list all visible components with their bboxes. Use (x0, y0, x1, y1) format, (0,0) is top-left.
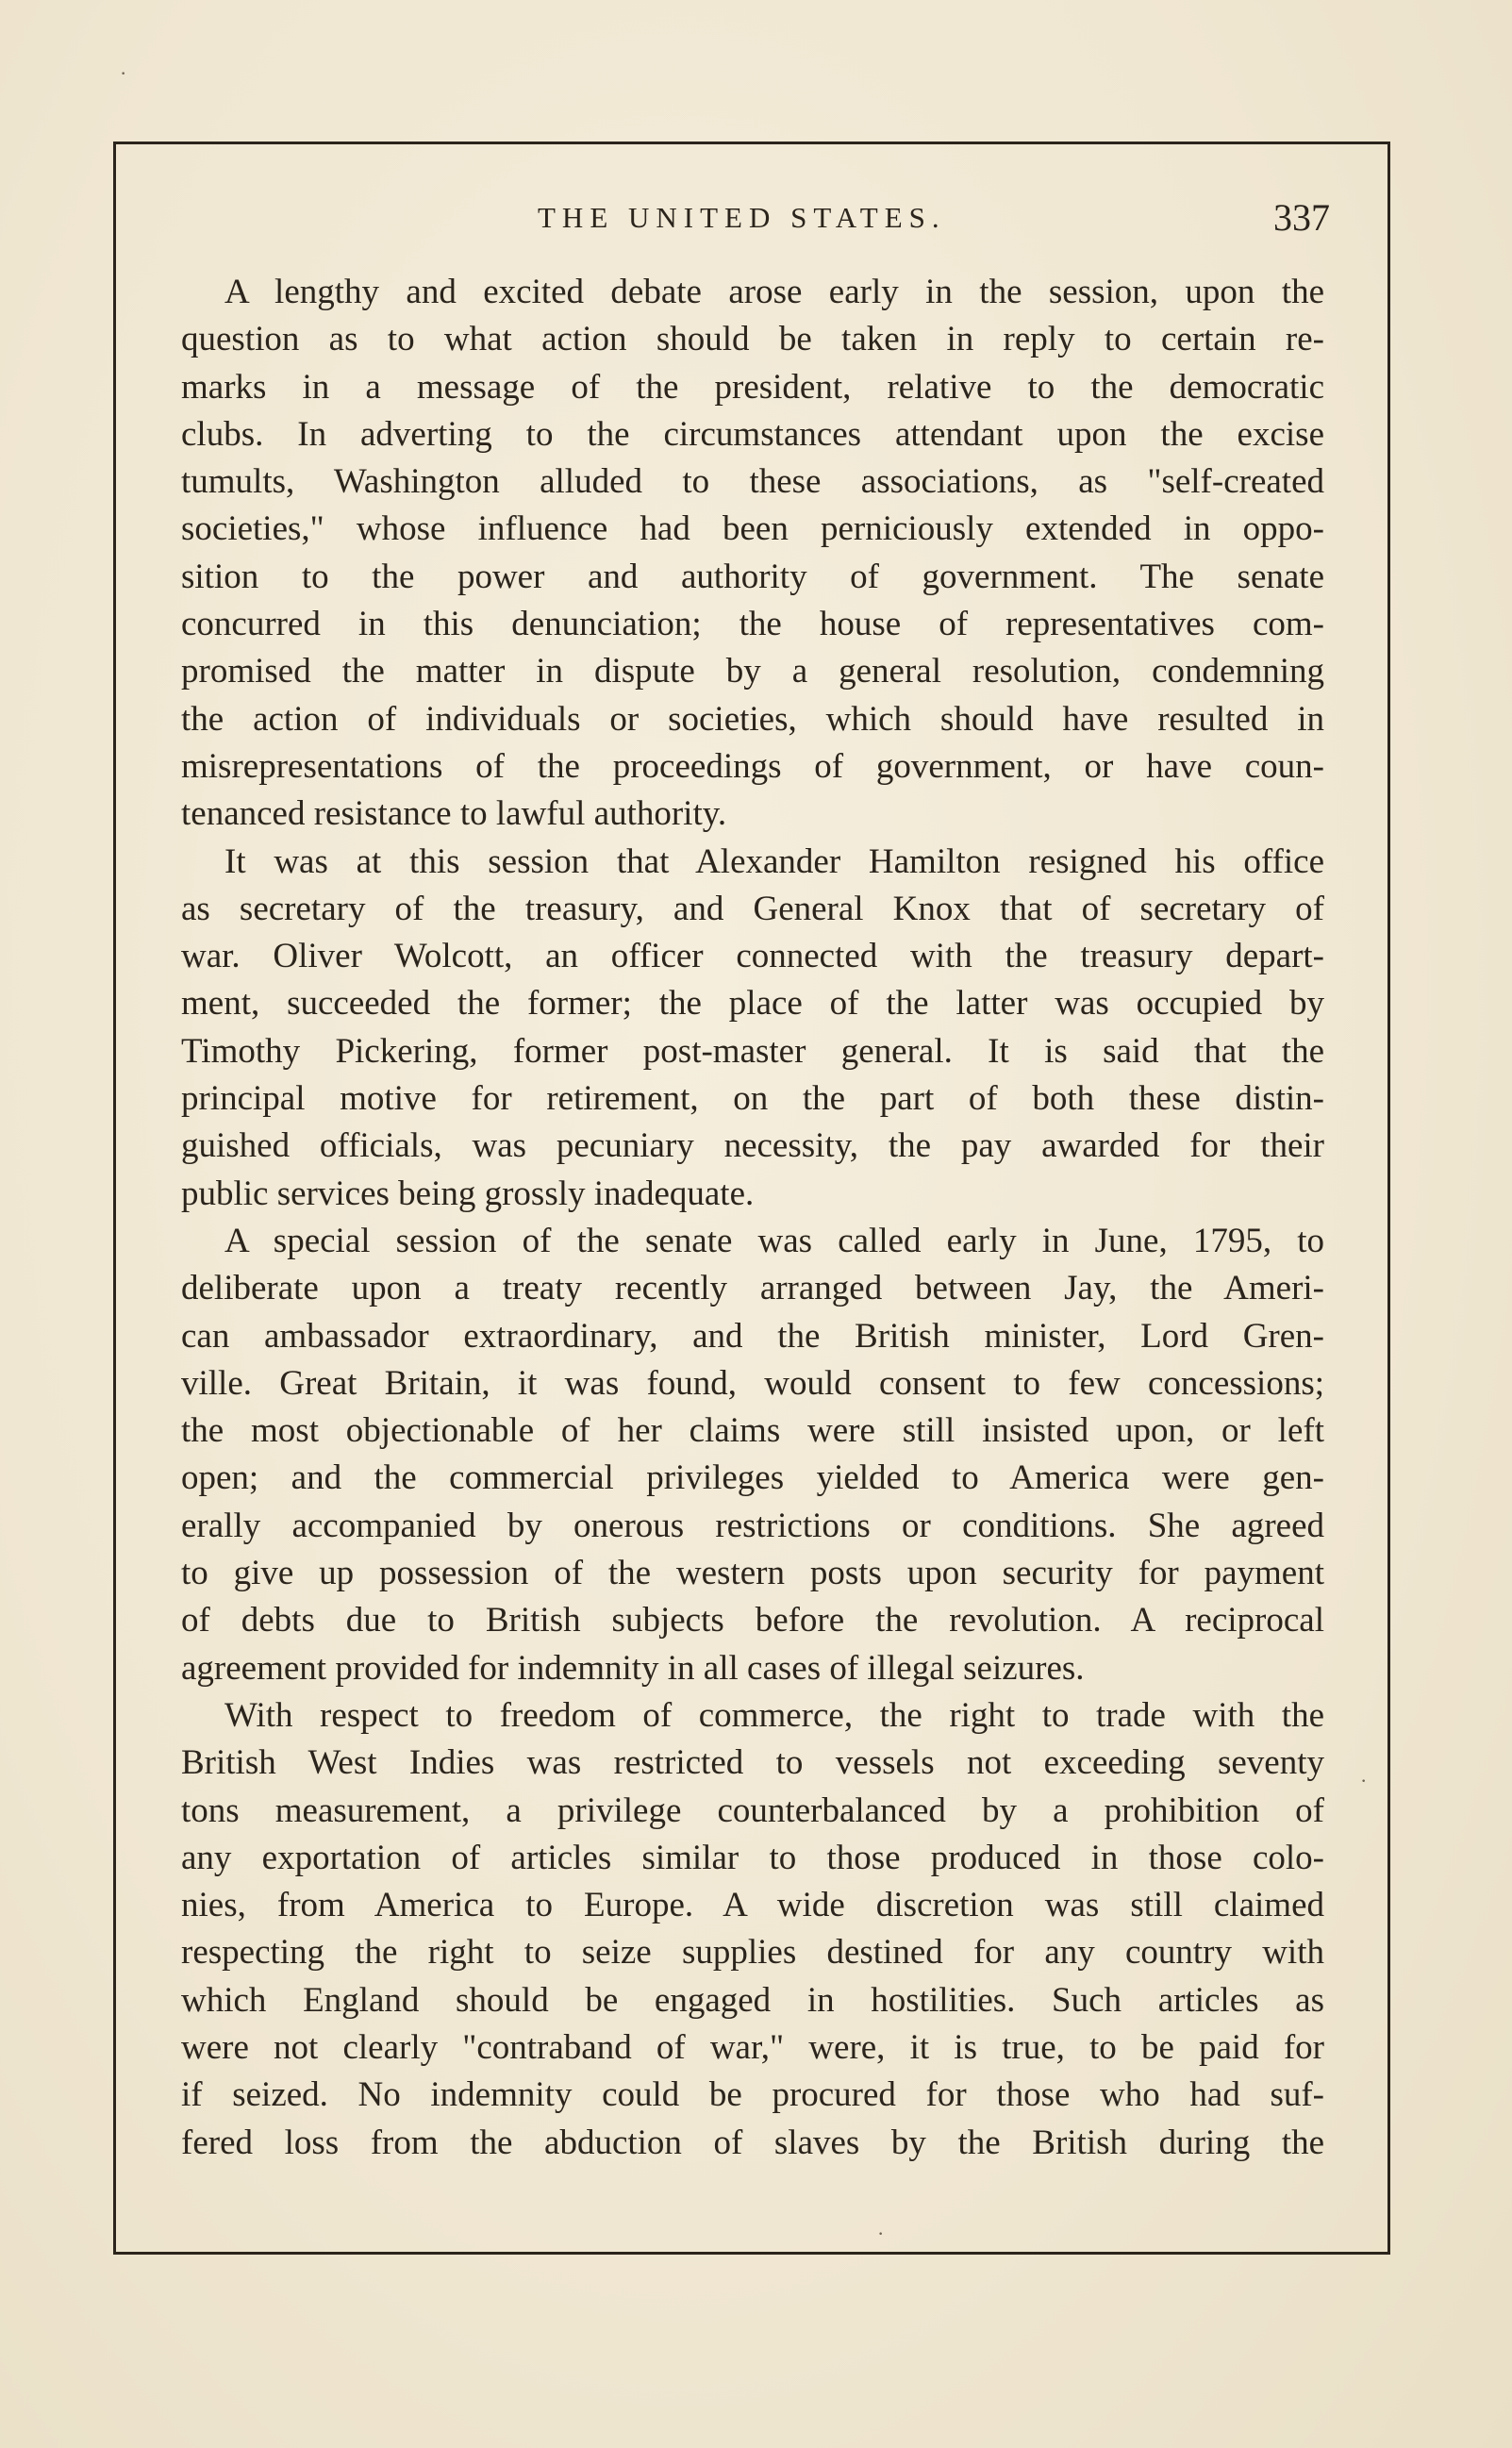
text-line: With respect to freedom of commerce, the right to trade with the (224, 1695, 1324, 1735)
text-line: tenanced resistance to lawful authority. (181, 794, 727, 834)
text-line: fered loss from the abduction of slaves by the British during the (181, 2123, 1324, 2162)
text-line: were not clearly "contraband of war," were, it is true, to be paid for (181, 2027, 1324, 2067)
text-line: British West Indies was restricted to vessels not exceeding seventy (181, 1743, 1324, 1783)
text-line: if seized. No indemnity could be procured for those who had suf- (181, 2075, 1324, 2115)
text-line: concurred in this denunciation; the house of representatives com- (181, 605, 1324, 644)
text-line: promised the matter in dispute by a general resolution, condemning (181, 652, 1324, 691)
text-line: ville. Great Britain, it was found, would consent to few concessions; (181, 1363, 1324, 1403)
text-line: Timothy Pickering, former post-master general. It is said that the (181, 1031, 1324, 1071)
text-line: can ambassador extraordinary, and the British minister, Lord Gren- (181, 1316, 1324, 1356)
text-line: respecting the right to seize supplies destined for any country with (181, 1933, 1324, 1973)
text-line: A special session of the senate was called early in June, 1795, to (224, 1221, 1324, 1260)
text-line: war. Oliver Wolcott, an officer connected with the treasury depart- (181, 937, 1324, 976)
text-line: deliberate upon a treaty recently arranged between Jay, the Ameri- (181, 1269, 1324, 1308)
text-line: as secretary of the treasury, and General Knox that of secretary of (181, 889, 1324, 928)
text-line: principal motive for retirement, on the part of both these distin- (181, 1079, 1324, 1119)
text-line: clubs. In adverting to the circumstances attendant upon the excise (181, 414, 1324, 454)
text-line: public services being grossly inadequate. (181, 1174, 755, 1213)
page-number: 337 (1273, 196, 1330, 239)
body-text (181, 269, 1324, 2167)
running-head-title: THE UNITED STATES. (538, 201, 946, 234)
text-line: agreement provided for indemnity in all cases of illegal seizures. (181, 1648, 1085, 1688)
text-line: of debts due to British subjects before the revolution. A reciprocal (181, 1601, 1324, 1640)
text-line: sition to the power and authority of government. The senate (181, 557, 1324, 596)
text-line: question as to what action should be taken in reply to certain re- (181, 320, 1324, 359)
text-line: It was at this session that Alexander Hamilton resigned his office (224, 841, 1324, 881)
text-line: tons measurement, a privilege counterbalanced by a prohibition of (181, 1790, 1324, 1830)
text-line: societies," whose influence had been perniciously extended in oppo- (181, 509, 1324, 549)
text-line: which England should be engaged in hostilities. Such articles as (181, 1980, 1324, 2020)
ink-speck: · (120, 61, 127, 85)
text-line: guished officials, was pecuniary necessity, the pay awarded for their (181, 1126, 1324, 1166)
text-line: to give up possession of the western posts upon security for payment (181, 1554, 1324, 1593)
ink-speck: · (1360, 1769, 1368, 1792)
text-line: marks in a message of the president, relative to the democratic (181, 367, 1324, 407)
text-line: the action of individuals or societies, which should have resulted in (181, 699, 1324, 739)
text-line: the most objectionable of her claims were still insisted upon, or left (181, 1411, 1324, 1451)
text-line: misrepresentations of the proceedings of government, or have coun- (181, 746, 1324, 786)
text-line: tumults, Washington alluded to these associations, as "self-created (181, 462, 1324, 502)
running-head (179, 193, 1330, 250)
text-line: erally accompanied by onerous restrictions or conditions. She agreed (181, 1506, 1324, 1545)
text-line: ment, succeeded the former; the place of the latter was occupied by (181, 984, 1324, 1024)
text-line: open; and the commercial privileges yielded to America were gen- (181, 1458, 1324, 1498)
ink-speck: · (877, 2222, 885, 2245)
text-line: nies, from America to Europe. A wide discretion was still claimed (181, 1886, 1324, 1925)
text-line: any exportation of articles similar to those produced in those colo- (181, 1838, 1324, 1877)
text-line: A lengthy and excited debate arose early in the session, upon the (224, 273, 1324, 311)
